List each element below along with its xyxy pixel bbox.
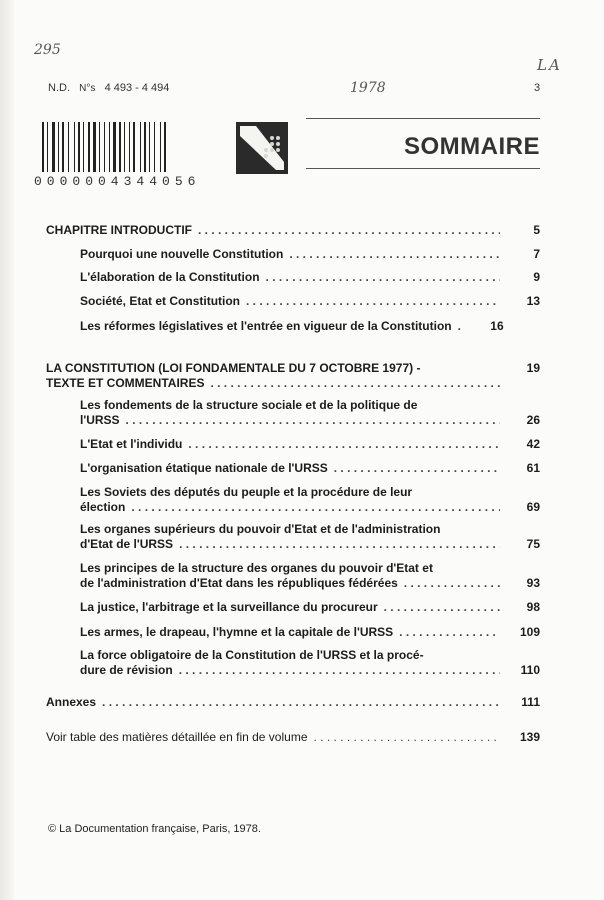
toc-entry-page: 42 [526,437,540,451]
toc-entry-page: 110 [520,663,540,677]
toc-entry-title-line1: Les principes de la structure des organes du pouvoir d'Etat et [80,561,433,575]
barcode-bar [104,122,105,172]
toc-entry-title: L'élaboration de la Constitution [80,270,260,284]
leader-dots [198,223,500,238]
barcode-bar [119,122,121,172]
toc-entry-page: 61 [526,461,540,475]
barcode-bar [47,122,48,172]
leader-dots [404,576,500,591]
toc-entry-title-line2: de l'administration d'Etat dans les républiques fédérées [80,576,398,590]
toc-entry [80,437,540,452]
toc-entry-title: Annexes [46,695,97,709]
leader-dots [314,730,501,745]
handwritten-corner-mark: LA [537,56,562,74]
barcode-bar [160,122,161,172]
toc-entry-page: 139 [519,730,540,744]
toc-entry [80,625,540,640]
toc-entry-page: 13 [526,294,540,308]
document-numbers: 4 493 - 4 494 [104,82,170,94]
toc-entry-page: 109 [519,625,540,639]
toc-entry-title: L'organisation étatique nationale de l'URSS [80,461,328,475]
toc-entry-title: Pourquoi une nouvelle Constitution [80,247,284,261]
toc-entry-title-line2: l'URSS [80,413,120,427]
leader-dots [289,247,500,262]
barcode-bar [68,122,69,172]
toc-entry-page: 75 [526,537,540,551]
toc-entry [46,730,540,745]
toc-entry-page: 7 [533,247,540,261]
toc-entry-page: 19 [526,361,540,375]
leader-dots [384,600,500,615]
copyright-footer [48,823,261,835]
toc-entry [80,648,540,678]
leader-dots [179,663,500,678]
toc-entry [46,223,540,238]
leader-dots [399,625,500,640]
barcode-bar [78,122,80,172]
header-reference [48,82,169,94]
toc-entry [80,561,540,591]
barcode-bar [74,122,75,172]
toc-entry [80,522,540,552]
toc-entry [80,600,540,615]
leader-dots [334,461,500,476]
toc-entry [80,294,540,309]
toc-entry-title: Les réformes législatives et l'entrée en vigueur de la Constitution [80,319,452,333]
nos-label: N°s [79,83,96,94]
page-title: SOMMAIRE [404,133,540,160]
toc-entry-title-line1: LA CONSTITUTION (LOI FONDAMENTALE DU 7 OCTOBRE 1977) - [46,361,421,375]
barcode-bar [129,122,130,172]
toc-entry-title: CHAPITRE INTRODUCTIF [46,223,192,237]
toc-entry-title-line2: élection [80,500,126,514]
barcode-bar [58,122,59,172]
leader-dots [102,695,500,710]
toc-entry [80,461,540,476]
toc-entry [80,319,540,334]
toc-entry-title: La justice, l'arbitrage et la surveillance du procureur [80,600,378,614]
toc-entry-title: L'Etat et l'individu [80,437,183,451]
toc-entry-title-line2: dure de révision [80,663,173,677]
toc-entry-title-line1: La force obligatoire de la Constitution de l'URSS et la procé- [80,648,424,662]
toc-entry-page: 9 [533,270,540,284]
toc-entry [46,695,540,710]
barcode-bar [149,122,150,172]
leader-dots [188,437,500,452]
barcode-bar [109,122,110,172]
barcode-bar [93,122,96,172]
toc-entry-title-line2: TEXTE ET COMMENTAIRES [46,376,205,390]
toc-entry-title: Société, Etat et Constitution [80,294,241,308]
barcode-bar [52,122,55,172]
leader-dots [458,319,464,334]
toc-entry-title: Voir table des matières détaillée en fin de volume [46,730,308,744]
copyright-icon: © [48,823,57,835]
barcode-bar [124,122,125,172]
copyright-text: La Documentation française, Paris, 1978. [59,823,261,835]
handwritten-year: 1978 [350,80,386,96]
leader-dots [210,376,500,391]
page-number: 3 [534,82,541,94]
leader-dots [131,500,500,515]
toc-entry-title-line1: Les organes supérieurs du pouvoir d'Etat et de l'administration [80,522,441,536]
toc-entry-page: 93 [526,576,540,590]
page-binding-edge [0,0,14,900]
toc-entry [80,270,540,285]
barcode-bar [42,122,44,172]
leader-dots [179,537,500,552]
barcode-digits: 0000004344056 [34,174,201,189]
toc-entry-page: 98 [526,600,540,614]
leader-dots [126,413,500,428]
barcode-bar [140,122,141,172]
barcode-bar [88,122,90,172]
barcode-bar [154,122,155,172]
barcode-bar [83,122,84,172]
barcode-bar [62,122,64,172]
toc-entry [80,398,540,428]
leader-dots [266,270,500,285]
publisher-logo-icon [236,122,288,174]
barcode [42,122,230,172]
barcode-bar [144,122,146,172]
barcode-bar [164,122,166,172]
barcode-bar [113,122,116,172]
leader-dots [246,294,500,309]
barcode-bar [133,122,135,172]
toc-entry [80,247,540,262]
barcode-bar [99,122,100,172]
toc-entry [80,485,540,515]
nd-label: N.D. [48,82,70,94]
toc-entry [46,361,540,391]
toc-entry-page: 26 [526,413,540,427]
toc-entry-page: 69 [526,500,540,514]
title-rule-bottom [306,168,540,169]
toc-entry-title-line1: Les fondements de la structure sociale et de la politique de [80,398,418,412]
title-rule-top [306,118,540,119]
toc-entry-title-line2: d'Etat de l'URSS [80,537,174,551]
toc-entry-title: Les armes, le drapeau, l'hymne et la capitale de l'URSS [80,625,394,639]
toc-entry-title-line1: Les Soviets des députés du peuple et la procédure de leur [80,485,413,499]
toc-entry-page: 16 [490,319,504,333]
toc-entry-page: 111 [521,695,540,709]
handwritten-number: 295 [34,42,61,58]
toc-entry-page: 5 [533,223,540,237]
